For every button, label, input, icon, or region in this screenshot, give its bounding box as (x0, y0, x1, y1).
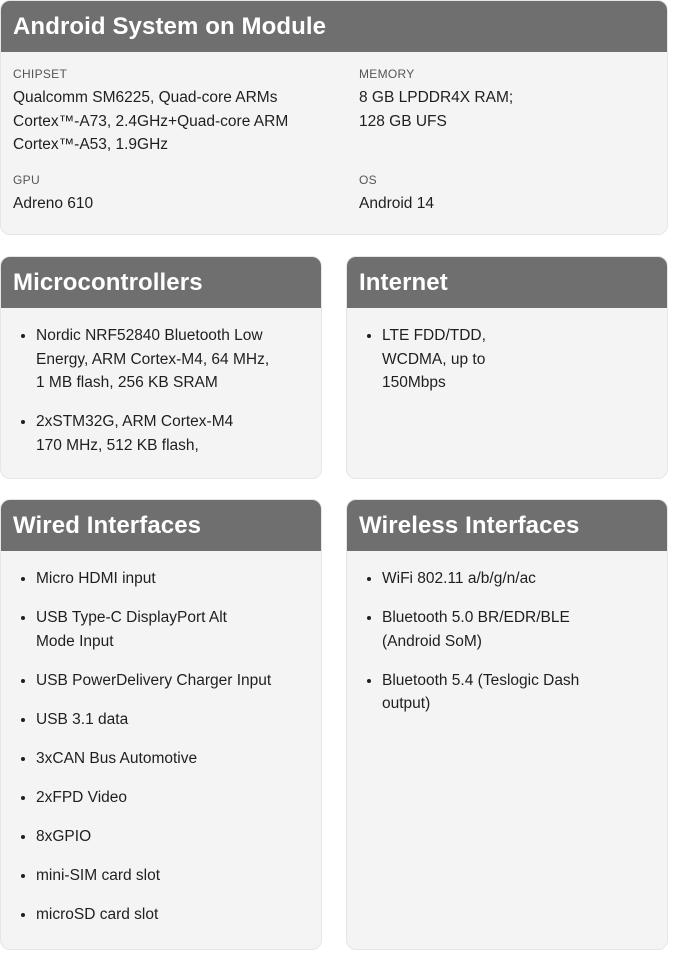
microcontrollers-card (0, 256, 322, 479)
list-item-text: Bluetooth 5.4 (Teslogic Dash output) (382, 671, 580, 712)
list-item (367, 324, 655, 395)
list-item-text: 8xGPIO (36, 827, 92, 845)
os-label: OS (359, 173, 377, 187)
list-item-text: USB 3.1 data (36, 710, 129, 728)
list-item-text: Bluetooth 5.0 BR/EDR/BLE (Android SoM) (382, 609, 570, 650)
internet-list (347, 308, 667, 395)
list-item (21, 825, 309, 849)
list-item (21, 786, 309, 810)
wireless-interfaces-card (346, 499, 668, 950)
wireless-interfaces-list (347, 551, 667, 716)
microcontrollers-list (1, 308, 321, 457)
list-item-text: USB PowerDelivery Charger Input (36, 671, 272, 689)
gpu-label: GPU (13, 173, 40, 187)
wireless-interfaces-card-title: Wireless Interfaces (347, 500, 667, 551)
memory-value: 8 GB LPDDR4X RAM; 128 GB UFS (359, 89, 514, 130)
som-card-title: Android System on Module (1, 1, 667, 52)
list-item-text: WiFi 802.11 a/b/g/n/ac (382, 570, 536, 587)
list-item (21, 669, 309, 693)
os-spec (359, 173, 659, 216)
list-item (21, 606, 309, 653)
microcontrollers-card-title: Microcontrollers (1, 257, 321, 308)
list-item-text: LTE FDD/TDD, WCDMA, up to 150Mbps (382, 327, 486, 391)
wired-interfaces-list (1, 551, 321, 926)
list-item-text: mini-SIM card slot (36, 866, 161, 884)
chipset-value: Qualcomm SM6225, Quad-core ARMs Cortex™-A73, 2.4GHz+Quad-core ARM Cortex™-A53, 1.9GHz (13, 89, 289, 153)
chipset-label: CHIPSET (13, 67, 68, 81)
list-item (367, 567, 655, 591)
list-item (21, 708, 309, 732)
chipset-spec (13, 67, 323, 157)
list-item-text: Nordic NRF52840 Bluetooth Low Energy, ARM Cortex-M4, 64 MHz, 1 MB flash, 256 KB SRAM (36, 327, 270, 391)
gpu-spec (13, 173, 313, 216)
internet-card (346, 256, 668, 479)
list-item (21, 864, 309, 888)
list-item (21, 410, 309, 457)
internet-card-title: Internet (347, 257, 667, 308)
list-item (21, 903, 309, 927)
list-item-text: 3xCAN Bus Automotive (36, 749, 198, 767)
list-item (21, 324, 309, 395)
wired-interfaces-card-title: Wired Interfaces (1, 500, 321, 551)
list-item-text: Micro HDMI input (36, 570, 156, 587)
list-item (367, 669, 655, 716)
list-item-text: 2xSTM32G, ARM Cortex-M4 170 MHz, 512 KB flash, (36, 413, 234, 454)
list-item-text: 2xFPD Video (36, 788, 128, 806)
memory-spec (359, 67, 659, 133)
gpu-value: Adreno 610 (13, 195, 94, 212)
wired-interfaces-card (0, 499, 322, 950)
memory-label: MEMORY (359, 67, 415, 81)
list-item (21, 567, 309, 591)
som-card (0, 0, 668, 235)
list-item-text: USB Type-C DisplayPort Alt Mode Input (36, 609, 227, 650)
list-item (21, 747, 309, 771)
os-value: Android 14 (359, 195, 434, 212)
list-item-text: microSD card slot (36, 905, 159, 923)
list-item (367, 606, 655, 653)
